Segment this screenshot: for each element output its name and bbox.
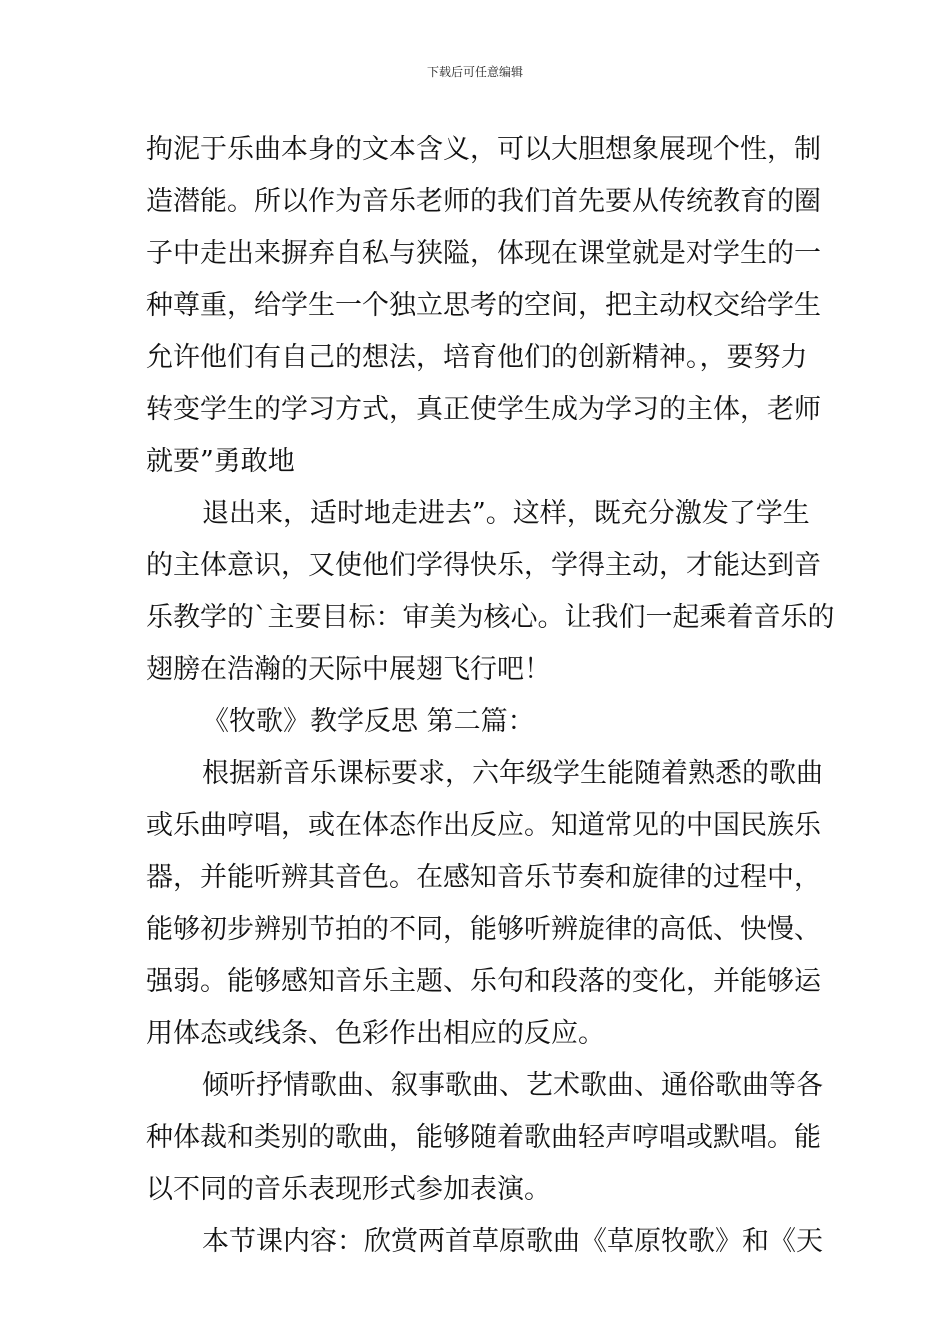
text-line: 以不同的音乐表现形式参加表演。 <box>146 1174 551 1205</box>
text-line: 种体裁和类别的歌曲，能够随着歌曲轻声哼唱或默唱。能 <box>146 1122 821 1153</box>
text-line: 的主体意识，又使他们学得快乐，学得主动，才能达到音 <box>146 550 821 581</box>
text-line: 造潜能。所以作为音乐老师的我们首先要从传统教育的圈 <box>146 186 821 217</box>
text-line: 根据新音乐课标要求，六年级学生能随着熟悉的歌曲 <box>202 758 823 789</box>
text-line: 拘泥于乐曲本身的文本含义，可以大胆想象展现个性，制 <box>146 134 821 165</box>
document-body <box>146 124 835 1268</box>
text-line: 用体态或线条、色彩作出相应的反应。 <box>146 1018 605 1049</box>
text-line: 或乐曲哼唱，或在体态作出反应。知道常见的中国民族乐 <box>146 810 821 841</box>
text-line: 翅膀在浩瀚的天际中展翅飞行吧！ <box>146 654 551 685</box>
text-line: 就要”勇敢地 <box>146 446 295 477</box>
text-line: 强弱。能够感知音乐主题、乐句和段落的变化，并能够运 <box>146 966 821 997</box>
text-line: 器，并能听辨其音色。在感知音乐节奏和旋律的过程中， <box>146 862 821 893</box>
text-line: 退出来，适时地走进去”。这样，既充分激发了学生 <box>202 498 810 529</box>
text-line: 乐教学的`主要目标：审美为核心。让我们一起乘着音乐的 <box>146 602 835 633</box>
text-line: 转变学生的学习方式，真正使学生成为学习的主体，老师 <box>146 394 821 425</box>
text-line: 倾听抒情歌曲、叙事歌曲、艺术歌曲、通俗歌曲等各 <box>202 1070 823 1101</box>
text-line: 允许他们有自己的想法，培育他们的创新精神。，要努力 <box>146 342 808 373</box>
text-line: 能够初步辨别节拍的不同，能够听辨旋律的高低、快慢、 <box>146 914 821 945</box>
page-header: 下载后可任意编辑 <box>426 65 523 79</box>
section-heading: 《牧歌》教学反思 第二篇： <box>202 706 535 737</box>
text-line: 本节课内容：欣赏两首草原歌曲《草原牧歌》和《天 <box>202 1226 823 1257</box>
text-line: 子中走出来摒弃自私与狭隘，体现在课堂就是对学生的一 <box>146 238 821 269</box>
text-line: 种尊重，给学生一个独立思考的空间，把主动权交给学生 <box>146 290 821 321</box>
